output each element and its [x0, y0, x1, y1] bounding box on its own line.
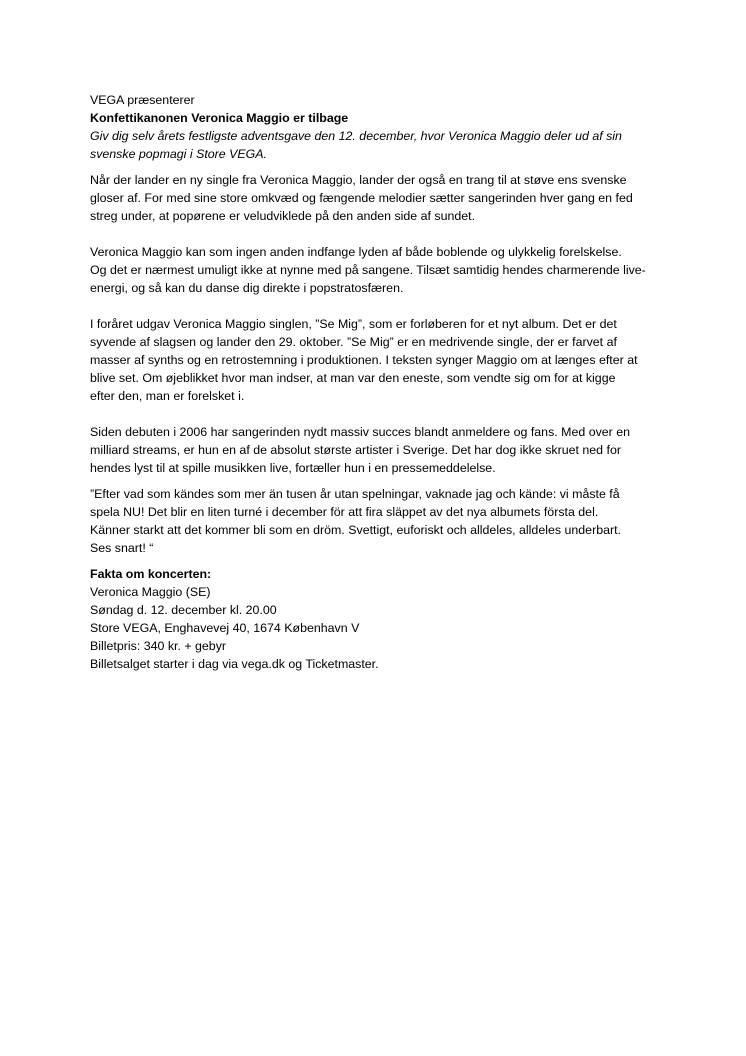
- paragraph-line: masser af synths og en retrostemning i produktionen. I teksten synger Maggio om at længes efter at: [90, 353, 638, 367]
- paragraph-line: I foråret udgav Veronica Maggio singlen, ”Se Mig”, som er forløberen for et nyt album. Det er det: [90, 317, 617, 331]
- paragraph-line: spela NU! Det blir en liten turné i december för att fira släppet av det nya albumets första del.: [90, 505, 599, 519]
- paragraph-single: [90, 315, 670, 405]
- paragraph-intro: [90, 171, 670, 225]
- paragraph-line: efter den, man er forelsket i.: [90, 389, 245, 403]
- fact-date: Søndag d. 12. december kl. 20.00: [90, 603, 277, 617]
- presenter-line: VEGA præsenterer: [90, 93, 195, 107]
- fact-artist: Veronica Maggio (SE): [90, 585, 211, 599]
- subtitle-line: svenske popmagi i Store VEGA.: [90, 147, 267, 161]
- paragraph-love: [90, 243, 670, 297]
- paragraph-line: syvende af slagsen og lander den 29. oktober. ”Se Mig” er en medrivende single, der er farvet af: [90, 335, 617, 349]
- paragraph-line: blive set. Om øjeblikket hvor man indser, at man var den eneste, som vendte sig om for at kigge: [90, 371, 616, 385]
- subtitle-line: Giv dig selv årets festligste adventsgave den 12. december, hvor Veronica Maggio deler ud af sin: [90, 129, 622, 143]
- paragraph-line: Når der lander en ny single fra Veronica Maggio, lander der også en trang til at støve ens svenske: [90, 173, 627, 187]
- paragraph-line: ”Efter vad som kändes som mer än tusen år utan spelningar, vaknade jag och kände: vi måste få: [90, 487, 620, 501]
- facts-heading: Fakta om koncerten:: [90, 567, 212, 581]
- paragraph-line: Ses snart! “: [90, 541, 154, 555]
- fact-ticket-sale: Billetsalget starter i dag via vega.dk og Ticketmaster.: [90, 657, 379, 671]
- paragraph-line: Siden debuten i 2006 har sangerinden nydt massiv succes blandt anmeldere og fans. Med over en: [90, 425, 631, 439]
- paragraph-line: streg under, at popørene er veludviklede på den anden side af sundet.: [90, 209, 476, 223]
- fact-price: Billetpris: 340 kr. + gebyr: [90, 639, 227, 653]
- headline: Konfettikanonen Veronica Maggio er tilbage: [90, 111, 349, 125]
- paragraph-career: [90, 423, 670, 477]
- subtitle: [90, 127, 670, 163]
- paragraph-line: Veronica Maggio kan som ingen anden indfange lyden af både boblende og ulykkelig forelskelse.: [90, 245, 622, 259]
- paragraph-line: gloser af. For med sine store omkvæd og fængende melodier sætter sangerinden hver gang en fed: [90, 191, 633, 205]
- paragraph-line: hendes lyst til at spille musikken live, fortæller hun i en pressemeddelelse.: [90, 461, 496, 475]
- facts-list: [90, 583, 670, 673]
- fact-venue: Store VEGA, Enghavevej 40, 1674 København V: [90, 621, 360, 635]
- paragraph-line: Og det er nærmest umuligt ikke at nynne med på sangene. Tilsæt samtidig hendes charmerende live-: [90, 263, 646, 277]
- paragraph-line: energi, og så kan du danse dig direkte i popstratosfæren.: [90, 281, 404, 295]
- press-release-page: [90, 91, 670, 673]
- paragraph-line: milliard streams, er hun en af de absolut største artister i Sverige. Det har dog ikke skruet ned for: [90, 443, 621, 457]
- paragraph-quote: [90, 485, 670, 557]
- paragraph-line: Känner starkt att det kommer bli som en dröm. Svettigt, euforiskt och alldeles, alldeles underbart.: [90, 523, 621, 537]
